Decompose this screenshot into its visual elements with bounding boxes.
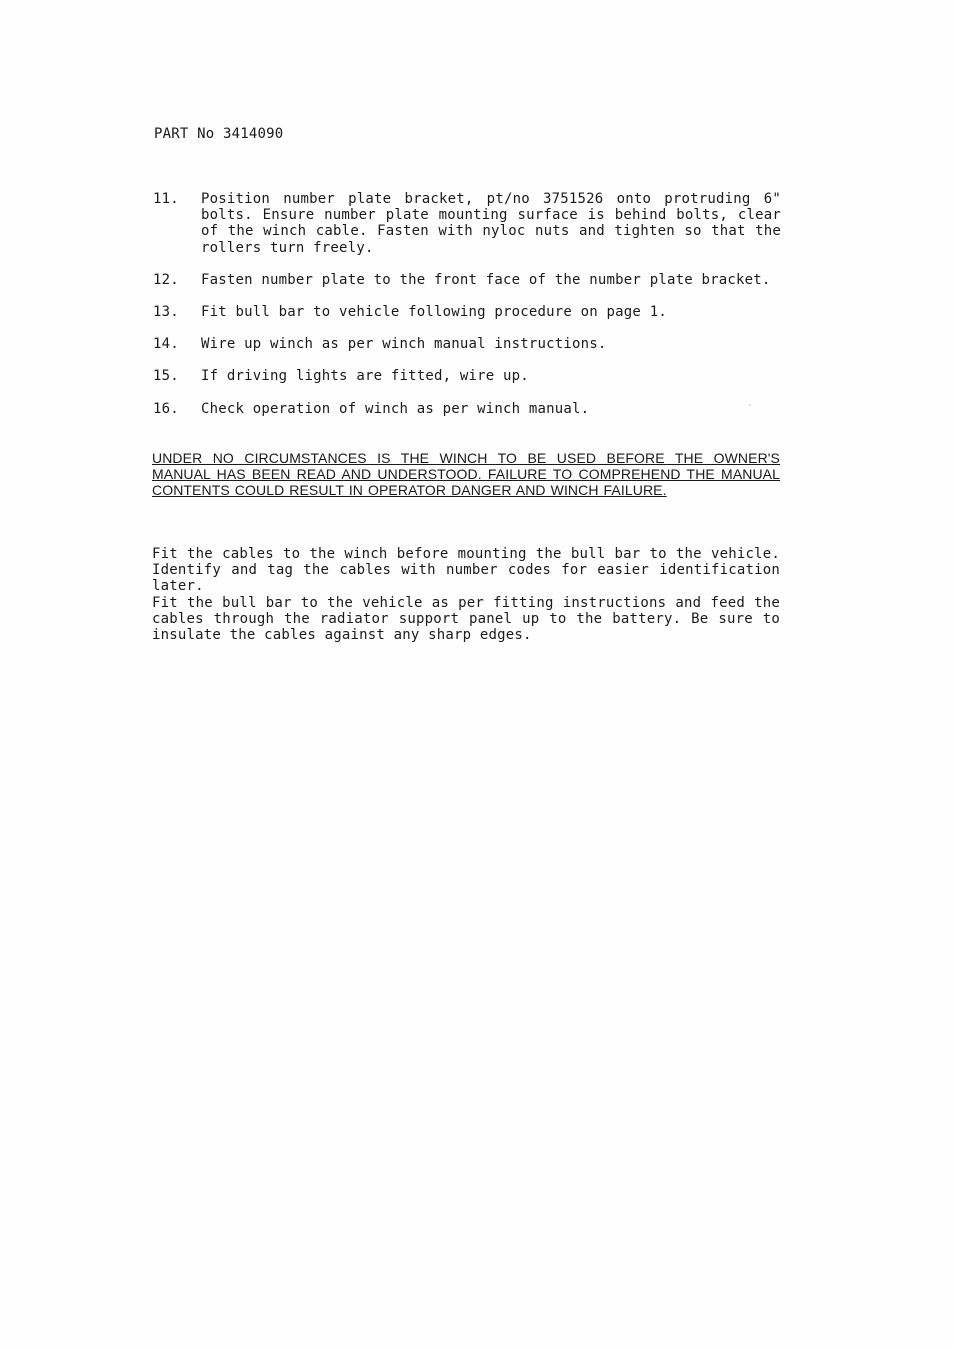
step-text: Check operation of winch as per winch manual. <box>201 400 590 417</box>
step-text: If driving lights are fitted, wire up. <box>201 368 529 385</box>
instruction-steps <box>153 191 781 433</box>
step-text: Wire up winch as per winch manual instructions. <box>201 336 607 353</box>
step-number: 16. <box>153 400 179 417</box>
scan-speck <box>749 404 751 406</box>
step-item <box>153 272 781 288</box>
step-number: 11. <box>153 191 179 207</box>
step-number: 15. <box>153 368 179 385</box>
safety-warning: UNDER NO CIRCUMSTANCES IS THE WINCH TO BE USED BEFORE THE OWNER'S MANUAL HAS BEEN READ AND UNDERSTOOD. FAILURE TO COMPREHEND THE MANUAL CONTENTS COULD RESULT IN OPERATOR DANGER AND WINCH FAILURE. <box>152 450 780 499</box>
step-item <box>153 401 781 417</box>
step-item <box>153 191 781 256</box>
step-number: 12. <box>153 271 179 288</box>
step-text: Fit bull bar to vehicle following procedure on page 1. <box>201 304 667 321</box>
step-item <box>153 336 781 352</box>
step-text: Fasten number plate to the front face of the number plate bracket. <box>201 271 771 288</box>
part-number-header: PART No 3414090 <box>154 126 284 142</box>
step-item <box>153 304 781 320</box>
note-paragraph: Fit the bull bar to the vehicle as per fitting instructions and feed the cables through the radiator support panel up to the battery. Be sure to insulate the cables against any sharp edges. <box>152 594 780 644</box>
step-number: 14. <box>153 336 179 353</box>
step-number: 13. <box>153 304 179 321</box>
note-paragraph: Fit the cables to the winch before mounting the bull bar to the vehicle. Identify and tag the cables with number codes for easier identification later. <box>152 546 780 595</box>
cable-notes <box>152 546 780 643</box>
step-text: Position number plate bracket, pt/no 3751526 onto protruding 6" bolts. Ensure number plate mounting surface is behind bolts, clear of the winch cable. Fasten with nyloc nuts and tighten so that the rollers turn freely. <box>201 191 781 256</box>
step-item <box>153 368 781 384</box>
